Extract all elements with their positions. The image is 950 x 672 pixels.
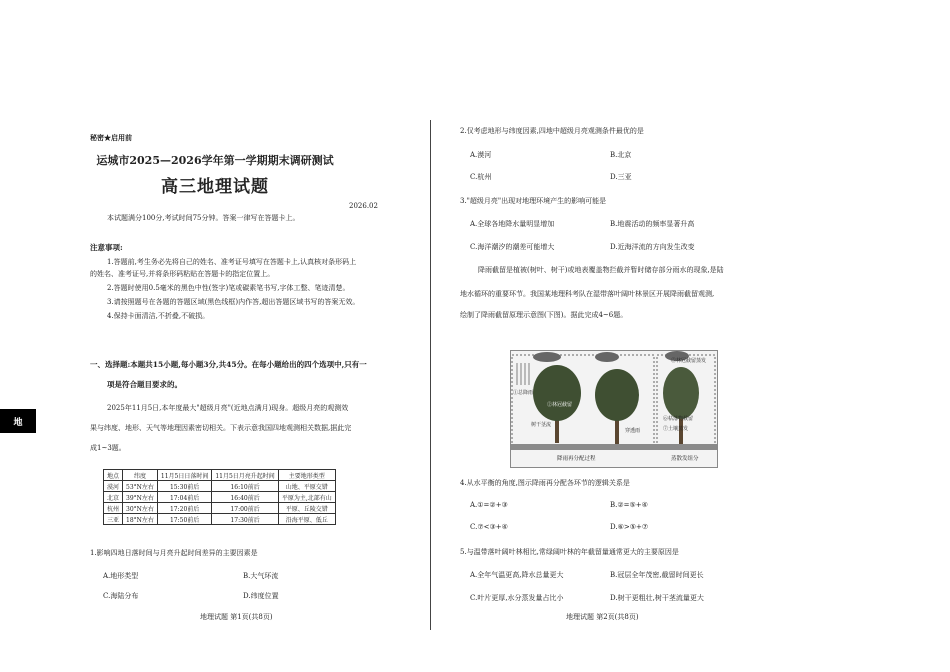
exam-date: 2026.02	[349, 202, 378, 210]
label-evap-canopy: ⑤林冠截留蒸发	[671, 358, 707, 364]
question-5-option-d[interactable]: D.树干更粗壮,树干茎流量更大	[610, 594, 704, 602]
notice-heading: 注意事项:	[90, 243, 123, 252]
question-3-option-c[interactable]: C.海洋潮汐的潮差可能增大	[470, 243, 555, 251]
table-row	[104, 503, 336, 514]
question-4-option-d[interactable]: D.⑥>⑤+⑦	[610, 523, 649, 531]
table-cell: 18°N左右	[123, 514, 158, 525]
secret-label: 秘密★启用前	[90, 133, 132, 142]
table-cell: 16:40前后	[212, 492, 278, 503]
table-cell: 17:50前后	[157, 514, 211, 525]
table-cell: 17:04前后	[157, 492, 211, 503]
table-cell: 杭州	[104, 503, 123, 514]
footer-right: 地理试题 第2页(共8页)	[566, 613, 639, 621]
table-header: 11月5日日落时间	[157, 470, 211, 481]
table-row	[104, 492, 336, 503]
table-header: 地点	[104, 470, 123, 481]
rainfall-interception-figure	[510, 350, 718, 468]
question-4-option-c[interactable]: C.⑦<③+④	[470, 523, 508, 531]
table-cell: 39°N左右	[123, 492, 158, 503]
question-1-option-b[interactable]: B.大气环流	[243, 572, 279, 580]
passage-line: 成1~3题。	[90, 444, 126, 452]
passage-line: 降雨截留是植被(树叶、树干)或地表覆盖物拦截并暂时储存部分雨水的现象,是陆	[478, 266, 724, 274]
footer-left: 地理试题 第1页(共8页)	[200, 613, 273, 621]
table-cell: 平原、丘陵交错	[278, 503, 335, 514]
table-cell: 16:10前后	[212, 481, 278, 492]
table-cell: 平原为主,北部有山	[278, 492, 335, 503]
table-cell: 山地、平原交错	[278, 481, 335, 492]
question-5-option-a[interactable]: A.全年气温更高,降水总量更大	[470, 571, 564, 579]
tree-icon	[663, 367, 699, 419]
table-cell: 漠河	[104, 481, 123, 492]
table-header: 主要地形类型	[278, 470, 335, 481]
table-header: 11月5日月亮升起时间	[212, 470, 278, 481]
passage-line: 2025年11月5日,本年度最大"超级月亮"(近地点满月)现身。超级月亮的观测效	[107, 404, 349, 412]
table-cell: 15:30前后	[157, 481, 211, 492]
question-4-option-a[interactable]: A.①=②+③	[470, 501, 508, 509]
label-soil-evap: ⑦土壤蒸发	[663, 426, 689, 432]
question-5-stem: 5.与温带落叶阔叶林相比,常绿阔叶林的年截留量通常更大的主要原因是	[460, 548, 679, 556]
question-5-option-c[interactable]: C.叶片更厚,水分蒸发量占比小	[470, 594, 564, 602]
question-2-option-c[interactable]: C.杭州	[470, 173, 492, 181]
question-2-option-d[interactable]: D.三亚	[610, 173, 632, 181]
passage-line: 果与纬度、地形、天气等地理因素密切相关。下表示意我国四地观测相关数据,据此完	[90, 424, 352, 432]
question-3-option-a[interactable]: A.全球各地降水量明显增加	[470, 220, 555, 228]
caption-left: 降雨再分配过程	[557, 456, 596, 462]
subject-side-tab: 地	[0, 409, 36, 433]
tree-icon	[595, 369, 639, 421]
passage-line: 地水循环的重要环节。我国某地理科考队在湿带落叶阔叶林景区开展降雨截留观测,	[460, 290, 715, 298]
notice-line: 1.答题前,考生务必先将自己的姓名、准考证号填写在答题卡上,认真核对条形码上	[107, 258, 357, 266]
question-4-option-b[interactable]: B.②=⑤+④	[610, 501, 648, 509]
notice-line: 2.答题时使用0.5毫米的黑色中性(签字)笔或碳素笔书写,字体工整、笔迹清楚。	[107, 284, 350, 292]
notice-line: 4.保持卡面清洁,不折叠,不破损。	[107, 312, 210, 320]
question-2-option-a[interactable]: A.漠河	[470, 151, 492, 159]
table-row	[104, 514, 336, 525]
page-divider	[430, 120, 431, 630]
table-cell: 17:30前后	[212, 514, 278, 525]
table-header-row	[104, 470, 336, 481]
question-1-stem: 1.影响四地日落时间与月亮升起时间差异的主要因素是	[90, 549, 258, 557]
table-cell: 北京	[104, 492, 123, 503]
cloud-icon	[533, 352, 561, 362]
interception-diagram	[511, 351, 717, 467]
question-1-option-a[interactable]: A.地形类型	[103, 572, 139, 580]
exam-title: 运城市2025—2026学年第一学期期末调研测试	[96, 154, 334, 167]
table-cell: 沿海平原、低丘	[278, 514, 335, 525]
label-canopy: ②林冠截留	[547, 402, 573, 408]
label-stemflow: 树干茎流	[531, 422, 552, 428]
section-heading-cont: 项是符合题目要求的。	[107, 380, 182, 389]
label-litter: ⑥枯落物截留	[663, 416, 694, 422]
question-1-option-d[interactable]: D.纬度位置	[243, 592, 279, 600]
section-heading: 一、选择题:本题共15小题,每小题3分,共45分。在每小题给出的四个选项中,只有一	[90, 360, 367, 369]
exam-intro: 本试题满分100分,考试时间75分钟。答案一律写在答题卡上。	[107, 214, 300, 222]
question-2-stem: 2.仅考虑地形与纬度因素,四地中超级月亮观测条件最优的是	[460, 127, 644, 135]
question-4-stem: 4.从水平衡的角度,图示降雨再分配各环节的逻辑关系是	[460, 479, 630, 487]
subject-title: 高三地理试题	[161, 177, 269, 197]
question-2-option-b[interactable]: B.北京	[610, 151, 632, 159]
observation-table	[103, 469, 336, 525]
notice-line: 3.请按照题号在各题的答题区域(黑色线框)内作答,超出答题区域书写的答案无效。	[107, 298, 360, 306]
cloud-icon	[595, 352, 619, 362]
notice-line: 的姓名、准考证号,并将条形码粘贴在答题卡的指定位置上。	[90, 270, 275, 278]
passage-line: 绘制了降雨截留原理示意图(下图)。据此完成4~6题。	[460, 311, 628, 319]
question-1-option-c[interactable]: C.海陆分布	[103, 592, 139, 600]
table-cell: 三亚	[104, 514, 123, 525]
question-5-option-b[interactable]: B.冠层全年茂密,截留时间更长	[610, 571, 704, 579]
question-3-option-d[interactable]: D.近海洋流的方向发生改变	[610, 243, 695, 251]
caption-right: 蒸散发组分	[671, 456, 699, 462]
table-row	[104, 481, 336, 492]
question-3-stem: 3."超级月亮"出现对地理环境产生的影响可能是	[460, 197, 607, 205]
tree-icon	[533, 365, 581, 421]
table-cell: 17:20前后	[157, 503, 211, 514]
table-cell: 53°N左右	[123, 481, 158, 492]
label-total-rain: ①总降雨	[513, 390, 534, 396]
label-throughfall: 穿透雨	[625, 428, 641, 434]
table-header: 纬度	[123, 470, 158, 481]
table-cell: 30°N左右	[123, 503, 158, 514]
question-3-option-b[interactable]: B.地震活动的频率显著升高	[610, 220, 695, 228]
table-cell: 17:00前后	[212, 503, 278, 514]
